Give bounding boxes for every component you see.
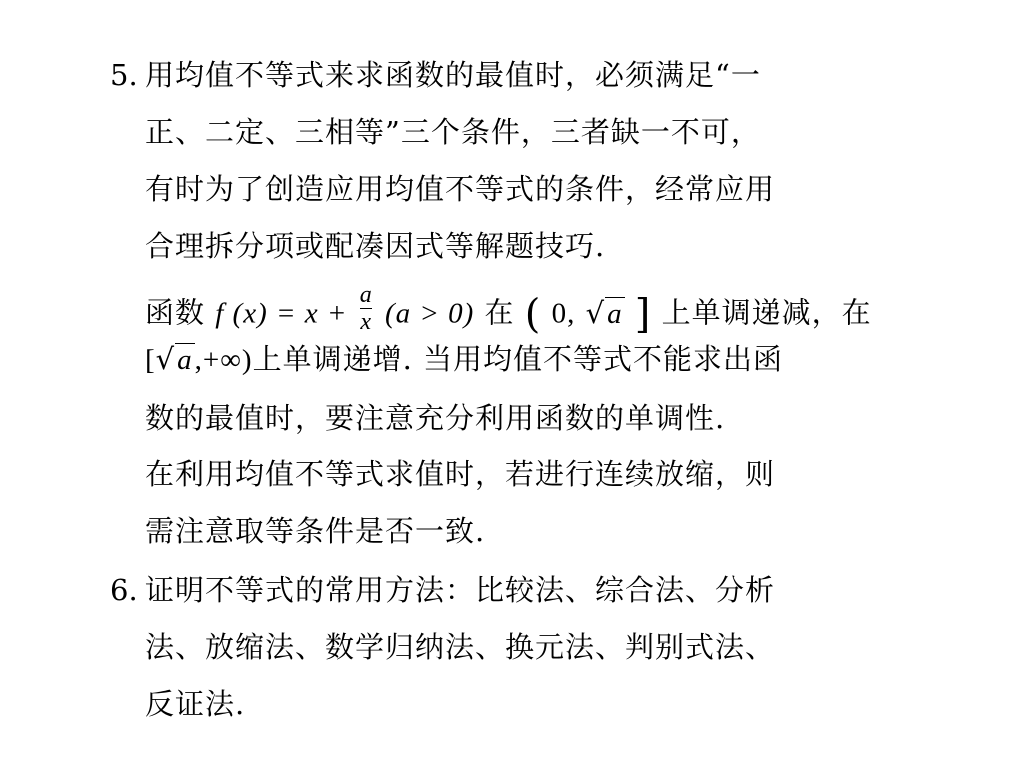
item-5-line-5 xyxy=(145,282,872,341)
fraction-numerator: a xyxy=(359,282,373,308)
line-6-text: 上单调递增. 当用均值不等式不能求出函 xyxy=(252,342,784,376)
sqrt-argument: a xyxy=(607,297,623,330)
item-6-number: 6. xyxy=(110,573,138,607)
item-5-line-2: 正、二定、三相等”三个条件，三者缺一不可， xyxy=(145,115,761,149)
item-6-line-3: 反证法. xyxy=(145,687,246,721)
item-6-line-2: 法、放缩法、数学归纳法、换元法、判别式法、 xyxy=(145,630,776,664)
interval-close-bracket: ] xyxy=(634,291,652,338)
item-5-line-4: 合理拆分项或配凑因式等解题技巧. xyxy=(145,229,606,263)
in-word: 在 xyxy=(484,295,515,330)
item-5-line-9: 需注意取等条件是否一致. xyxy=(145,514,486,548)
line-5-prefix: 函数 xyxy=(145,295,206,330)
interval-start: 0, xyxy=(551,297,576,330)
interval-open-paren: ( xyxy=(524,291,542,338)
item-5-line-1: 用均值不等式来求函数的最值时，必须满足“一 xyxy=(145,58,761,92)
fraction-a-over-x xyxy=(360,282,373,335)
item-6-line-1: 证明不等式的常用方法：比较法、综合法、分析 xyxy=(145,573,776,607)
item-5-line-6 xyxy=(145,342,784,376)
fraction-denominator: x xyxy=(360,309,373,335)
line-5-suffix: 上单调递减，在 xyxy=(661,295,872,330)
interval-open-bracket: [ xyxy=(145,344,156,376)
sqrt-argument: a xyxy=(177,344,193,376)
condition-a-positive: (a > 0) xyxy=(384,297,475,330)
sqrt-a-1 xyxy=(585,295,625,330)
function-lhs: f (x) = x + xyxy=(215,297,348,330)
item-5-number: 5. xyxy=(110,58,138,92)
item-5-line-7: 数的最值时，要注意充分利用函数的单调性. xyxy=(145,401,726,435)
item-5-line-8: 在利用均值不等式求值时，若进行连续放缩，则 xyxy=(145,457,776,491)
radical-sign: √ xyxy=(155,342,176,376)
radical-sign: √ xyxy=(585,295,606,330)
interval-rest: ,+∞) xyxy=(194,344,253,376)
sqrt-a-2 xyxy=(155,342,195,376)
item-5-line-3: 有时为了创造应用均值不等式的条件，经常应用 xyxy=(145,172,776,206)
